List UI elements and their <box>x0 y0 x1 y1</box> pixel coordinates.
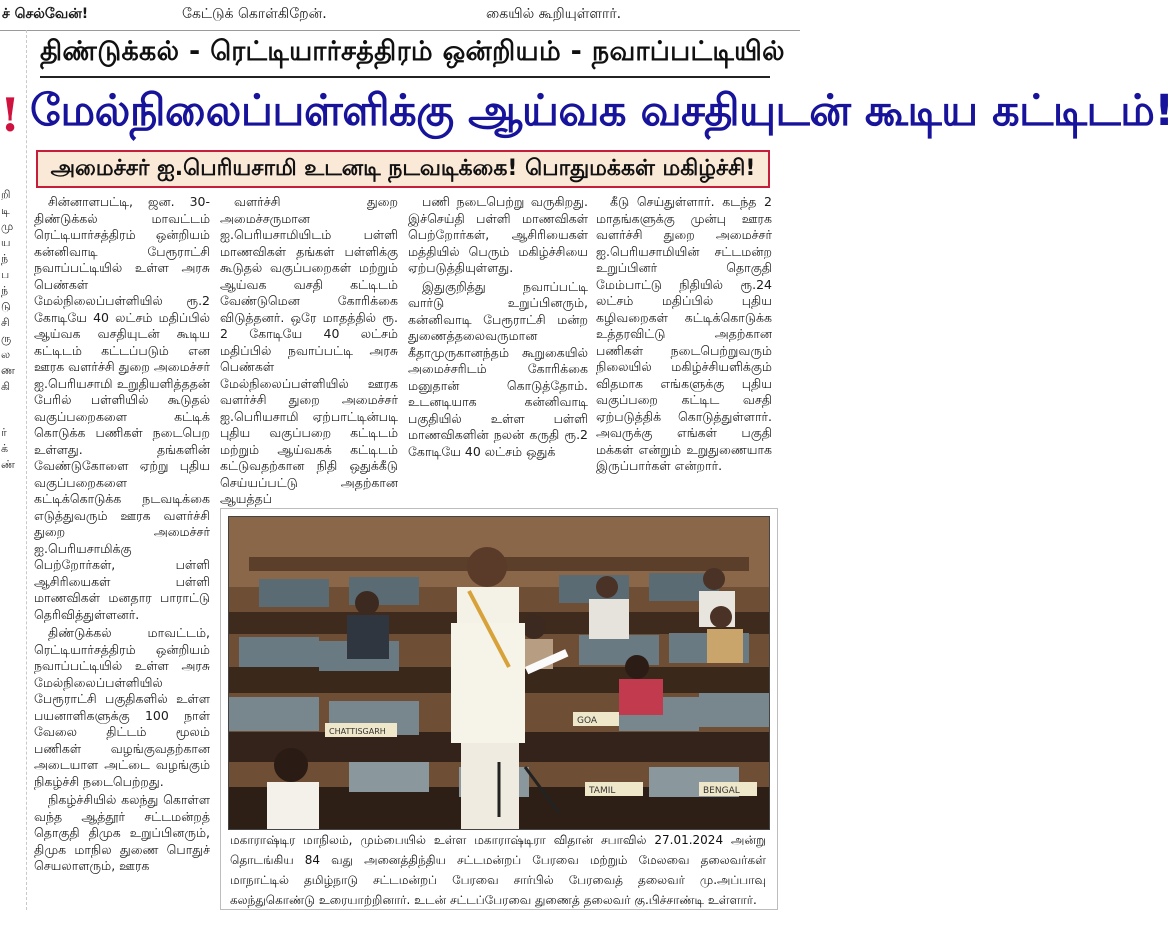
paragraph: இதுகுறித்து நவாப்பட்டி வார்டு உறுப்பினரும், கன்னிவாடி பேரூராட்சி மன்ற துணைத்தலைவருமான கீதாமுருகானந்தம் கூறுகையில் அமைச்சரிடம் கோரிக்கை மனுதான் கொடுத்தோம். உடனடியாக கன்னிவாடி பகுதியில் உள்ள பள்ளி மாணவிகளின் நலன் கருதி ரூ.2 கோடியே 40 லட்சம் ஒதுக் <box>408 278 588 459</box>
strip-left-text: ச் செல்வேன்! <box>2 6 89 22</box>
fragment: ண <box>1 364 15 377</box>
placard: GOA <box>577 716 598 726</box>
main-headline: மேல்நிலைப்பள்ளிக்கு ஆய்வக வசதியுடன் கூடிய கட்டிடம்! <box>30 86 1174 136</box>
fragment: ல <box>1 348 11 361</box>
fragment: ப <box>1 268 10 281</box>
paragraph: வளர்ச்சி துறை அமைச்சருமான ஐ.பெரியசாமியிடம் பள்ளி மாணவிகள் தங்கள் பள்ளிக்கு கூடுதல் வகுப்பறைகள் மற்றும் ஆய்வக வசதி கட்டிடம் வேண்டுமென கோரிக்கை விடுத்தனர். ஒரே மாதத்தில் ரூ. 2 கோடியே 40 லட்சம் மதிப்பில் நவாப்பட்டி அரசு பெண்கள் மேல்நிலைப்பள்ளியில் ஊரக வளர்ச்சி துறை அமைச்சர் ஐ.பெரியசாமி ஏற்பாட்டின்படி புதிய வகுப்பறை கட்டிடம் மற்றும் ஆய்வகக் கட்டிடம் கட்டுவதற்கான நிதி ஒதுக்கீடு செய்யப்பட்டு அதற்கான ஆயத்தப் <box>220 194 398 506</box>
article-column-2 <box>220 194 398 504</box>
assembly-hall-illustration <box>229 517 769 829</box>
paragraph: திண்டுக்கல் மாவட்டம், ரெட்டியார்சத்திரம் ஒன்றியம் நவாப்பட்டியில் உள்ள அரசு மேல்நிலைப்பள்ளியில் பேரூராட்சி பகுதிகளில் உள்ள பயனாளிகளுக்கு 100 நாள் வேலை திட்டம் மூலம் பணிகள் வழங்குவதற்கான அடையாள அட்டை வழங்கும் நிகழ்ச்சி நடைபெற்றது. <box>34 625 210 789</box>
placard: BENGAL <box>703 786 740 796</box>
paragraph: சின்னாளபட்டி, ஜன. 30- திண்டுக்கல் மாவட்டம் ரெட்டியார்சத்திரம் ஒன்றியம் கன்னிவாடி பேரூராட்சி நவாப்பட்டியில் உள்ள அரசு பெண்கள் மேல்நிலைப்பள்ளியில் ரூ.2 கோடியே 40 லட்சம் மதிப்பில் ஆய்வக வசதியுடன் கூடிய கட்டிடம் கட்டப்படும் என ஊரக வளர்ச்சி துறை அமைச்சர் ஐ.பெரியசாமி உறுதியளித்ததன் பேரில் பள்ளியில் கூடுதல் வகுப்பறைகளை கட்டிக் கொடுக்க பணிகள் நடைபெற உள்ளது. தங்களின் வேண்டுகோளை ஏற்று புதிய வகுப்பறைகளை கட்டிக்கொடுக்க நடவடிக்கை எடுத்துவரும் ஊரக வளர்ச்சி துறை அமைச்சர் ஐ.பெரியசாமிக்கு பெற்றோர்கள், பள்ளி ஆசிரியைகள் பள்ளி மாணவிகள் மனதார பாராட்டு தெரிவித்துள்ளனர். <box>34 194 210 622</box>
fragment: றி <box>1 188 11 201</box>
fragment: க் <box>1 442 9 455</box>
article-column-1 <box>34 194 210 914</box>
fragment: டு <box>1 300 11 313</box>
paragraph: கீடு செய்துள்ளார். கடந்த 2 மாதங்களுக்கு முன்பு ஊரக வளர்ச்சி துறை அமைச்சர் ஐ.பெரியசாமியின் சட்டமன்ற உறுப்பினர் தொகுதி மேம்பாட்டு நிதியில் ரூ.24 லட்சம் மதிப்பில் புதிய கழிவறைகள் கட்டிக்கொடுக்க உத்தரவிட்டு அதற்கான பணிகள் நடைபெற்றுவரும் நிலையில் மகிழ்ச்சியளிக்கும் விதமாக எங்களுக்கு புதிய வகுப்பறை கட்டிட வசதி ஏற்படுத்திக் கொடுத்துள்ளார். அவருக்கு எங்கள் பகுதி மக்கள் என்றும் உறுதுணையாக இருப்பார்கள் என்றார். <box>596 194 772 473</box>
fragment: மு <box>1 220 14 233</box>
placard: CHATTISGARH <box>329 727 386 736</box>
subheadline-box: அமைச்சர் ஐ.பெரியசாமி உடனடி நடவடிக்கை! பொதுமக்கள் மகிழ்ச்சி! <box>36 150 770 188</box>
fragment: டி <box>1 204 10 217</box>
article-column-4 <box>596 194 772 504</box>
exclamation-mark: ! <box>0 88 21 142</box>
previous-article-strip <box>0 0 800 31</box>
fragment: ர் <box>1 426 7 439</box>
fragment: ய <box>1 236 11 249</box>
fragment: சி <box>1 316 10 329</box>
placard: TAMIL <box>589 786 616 796</box>
fragment: ண் <box>1 458 15 471</box>
paragraph: பணி நடைபெற்று வருகிறது. இச்செய்தி பள்ளி மாணவிகள் பெற்றோர்கள், ஆசிரியைகள் மத்தியில் பெரும் மகிழ்ச்சியை ஏற்படுத்தியுள்ளது. <box>408 194 588 275</box>
fragment: ந் <box>1 252 9 265</box>
adjacent-column-fragment <box>0 30 27 910</box>
kicker-rule <box>40 76 770 78</box>
kicker-headline: திண்டுக்கல் - ரெட்டியார்சத்திரம் ஒன்றியம் - நவாப்பட்டியில் <box>40 36 785 67</box>
assembly-photo <box>228 516 770 830</box>
strip-right-text: கையில் கூறியுள்ளார். <box>486 6 622 22</box>
fragment: ந் <box>1 284 9 297</box>
photo-caption: மகாராஷ்டிர மாநிலம், மும்பையில் உள்ள மகாராஷ்டிரா விதான் சபாவில் 27.01.2024 அன்று தொடங்கிய 84 வது அனைத்திந்திய சட்டமன்றப் பேரவை மற்றும் மேலவை தலைவர்கள் மாநாட்டில் தமிழ்நாடு சட்டமன்றப் பேரவை சார்பில் பேரவைத் தலைவர் மு.அப்பாவு கலந்துகொண்டு உரையாற்றினார். உடன் சட்டப்பேரவை துணைத் தலைவர் கு.பிச்சாண்டி உள்ளார். <box>230 833 766 907</box>
fragment: கி <box>1 380 11 393</box>
strip-middle-text: கேட்டுக் கொள்கிறேன். <box>182 6 327 22</box>
article-column-3 <box>408 194 588 504</box>
fragment: ரு <box>1 332 12 345</box>
paragraph: நிகழ்ச்சியில் கலந்து கொள்ள வந்த ஆத்தூர் சட்டமன்றத் தொகுதி திமுக உறுப்பினரும், திமுக மாநில துணை பொதுச் செயலாளரும், ஊரக <box>34 792 210 873</box>
